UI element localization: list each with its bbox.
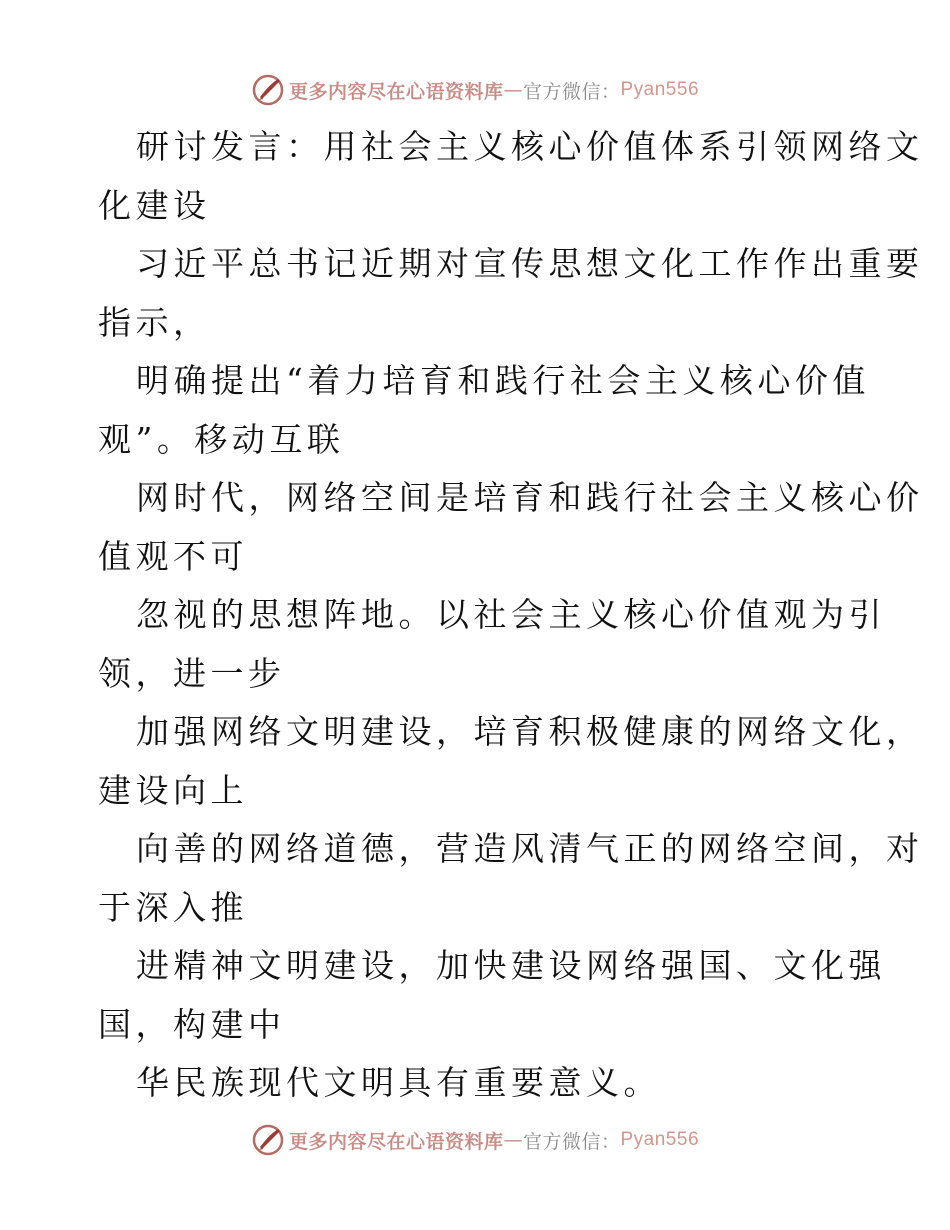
body-line: 国，构建中 (98, 1004, 286, 1044)
header-wechat-label: 官方微信： (522, 80, 621, 103)
body-line: 建设向上 (98, 770, 248, 810)
body-line: 领，进一步 (98, 653, 286, 693)
document-title-line-2: 化建设 (98, 185, 211, 225)
header-wechat-id: Pyan556 (620, 79, 700, 100)
body-line: 习近平总书记近期对宣传思想文化工作作出重要 (136, 244, 924, 283)
document-title-line-1: 研讨发言：用社会主义核心价值体系引领网络文 (136, 127, 924, 166)
body-line: 华民族现代文明具有重要意义。 (136, 1063, 661, 1102)
body-line: 指示， (98, 302, 211, 342)
footer-dash: — (503, 1129, 523, 1151)
body-line: 忽视的思想阵地。以社会主义核心价值观为引 (136, 595, 886, 634)
footer-banner (0, 1120, 950, 1160)
footer-wechat-id: Pyan556 (620, 1129, 700, 1150)
header-dash: — (503, 79, 523, 101)
footer-promo-text: 更多内容尽在心语资料库 (288, 1130, 504, 1153)
body-line: 加强网络文明建设，培育积极健康的网络文化， (136, 712, 924, 751)
document-body (98, 118, 924, 1113)
body-line: 向善的网络道德，营造风清气正的网络空间，对 (136, 829, 924, 868)
body-line: 观”。移动互联 (98, 419, 345, 459)
footer-wechat-label: 官方微信： (522, 1130, 621, 1153)
body-line: 进精神文明建设，加快建设网络强国、文化强 (136, 946, 886, 985)
header-banner (0, 70, 950, 110)
brush-pen-logo-icon (251, 1123, 285, 1157)
body-line: 明确提出“着力培育和践行社会主义核心价值 (136, 361, 870, 400)
body-line: 网时代，网络空间是培育和践行社会主义核心价 (136, 478, 924, 517)
body-line: 于深入推 (98, 887, 248, 927)
brush-pen-logo-icon (251, 73, 285, 107)
body-line: 值观不可 (98, 536, 248, 576)
header-promo-text: 更多内容尽在心语资料库 (288, 80, 504, 103)
